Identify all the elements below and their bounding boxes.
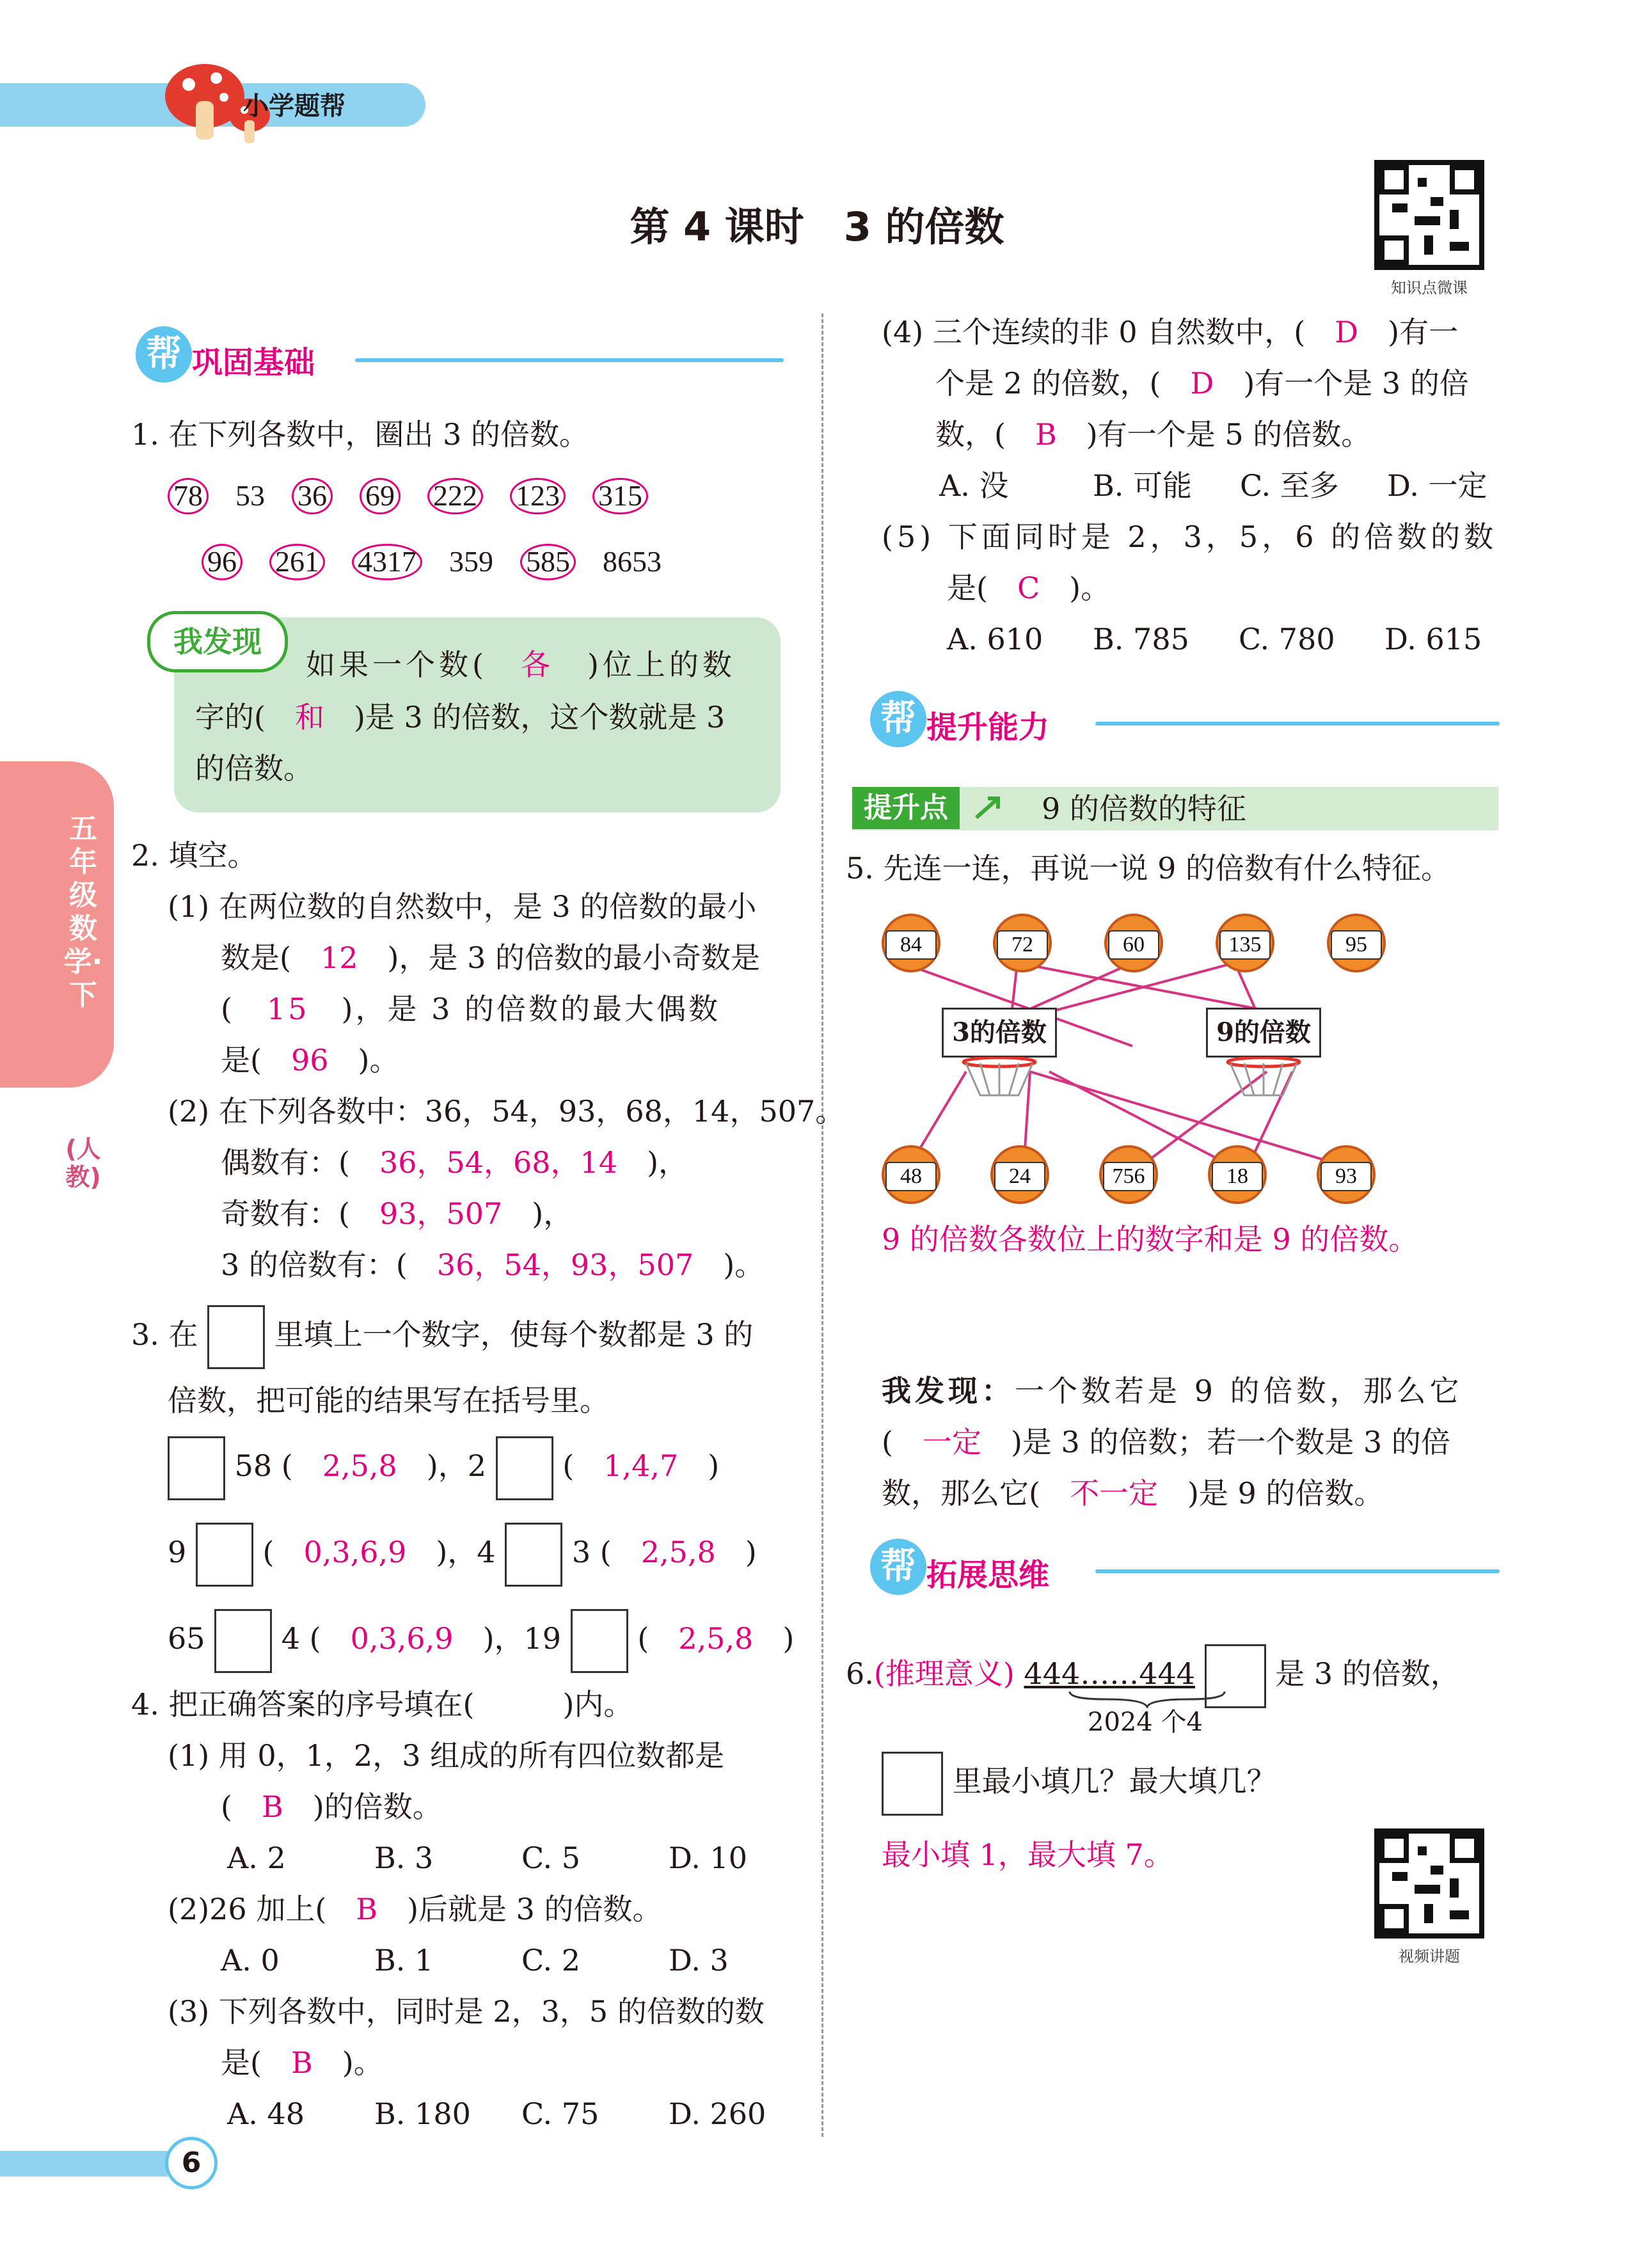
q4-p4-options: A. 没 B. 可能 C. 至多 D. 一定: [939, 468, 1487, 503]
ball-number: 72: [997, 930, 1048, 960]
q4-p1-line1: (1) 用 0，1，2，3 组成的所有四位数都是: [168, 1738, 725, 1773]
q6-under: 2024 个4: [1088, 1708, 1203, 1737]
ball-number: 93: [1321, 1162, 1372, 1191]
blank-box[interactable]: [168, 1436, 225, 1500]
ball-number: 756: [1103, 1162, 1154, 1191]
q2-multiple3: 3 的倍数有：( 36，54，93，507 )。: [221, 1248, 765, 1282]
side-tab-edition: (人教): [65, 1135, 101, 1191]
q5-find-line3: 数，那么它( 不一定 )是 9 的倍数。: [882, 1476, 1384, 1511]
q5-answer: 9 的倍数各数位上的数字和是 9 的倍数。: [882, 1222, 1418, 1257]
q3-row1: 58 ( 2,5,8 )，2 ( 1,4,7 ): [168, 1436, 719, 1500]
q6-line1: 6.(推理意义) 444……444 是 3 的倍数，: [846, 1644, 1460, 1708]
q2-even: 偶数有：( 36，54，68，14 )，: [221, 1145, 688, 1180]
q5-find-line1: 我发现：一个数若是 9 的倍数，那么它: [882, 1374, 1463, 1408]
q1-row1: [168, 470, 675, 521]
q1-number[interactable]: 123: [510, 478, 566, 514]
basketball[interactable]: [1208, 1145, 1267, 1204]
discover-label: 我发现: [147, 611, 288, 672]
q2-p1-line4: 是( 96 )。: [221, 1043, 399, 1077]
discover-line3: 的倍数。: [195, 751, 313, 786]
q2-p1-line3: ( 15 )，是 3 的倍数的最大偶数: [221, 992, 720, 1026]
blank-box[interactable]: [496, 1436, 553, 1500]
ball-number: 18: [1212, 1162, 1263, 1191]
q4-p2-options: A. 0 B. 1 C. 2 D. 3: [221, 1943, 729, 1978]
qr-code-icon[interactable]: [1374, 160, 1484, 270]
brand-name: 小学题帮: [243, 91, 345, 121]
q3-row3: 65 4 ( 0,3,6,9 )，19 ( 2,5,8 ): [168, 1609, 794, 1673]
bottom-balls: [882, 1145, 1425, 1207]
hoop-net-icon: [1225, 1057, 1302, 1100]
q1-number[interactable]: 585: [520, 544, 576, 580]
basketball[interactable]: [1099, 1145, 1158, 1204]
q1-number[interactable]: 4317: [352, 544, 422, 580]
q1-number[interactable]: 222: [427, 478, 483, 514]
q5-stem: 5. 先连一连，再说一说 9 的倍数有什么特征。: [846, 851, 1451, 885]
qr-caption-top: 知识点微课: [1391, 279, 1468, 297]
blank-box[interactable]: [505, 1523, 562, 1587]
q2-stem: 2. 填空。: [131, 838, 257, 873]
q1-number[interactable]: 359: [449, 545, 493, 578]
ball-number: 60: [1108, 930, 1159, 960]
basketball[interactable]: [1104, 914, 1163, 972]
section-badge: 帮: [136, 326, 192, 383]
column-divider: [821, 313, 823, 2137]
ball-number: 24: [994, 1162, 1045, 1191]
footer-bar: [0, 2151, 168, 2177]
q4-stem: 4. 把正确答案的序号填在( )内。: [131, 1687, 633, 1722]
basketball[interactable]: [1216, 914, 1274, 972]
q1-number[interactable]: 315: [592, 478, 648, 514]
basketball[interactable]: [882, 914, 940, 972]
basketball[interactable]: [1327, 914, 1386, 972]
basketball[interactable]: [993, 914, 1052, 972]
qr-caption-bottom: 视频讲题: [1399, 1947, 1460, 1965]
blank-box[interactable]: [207, 1305, 265, 1369]
ball-number: 84: [885, 930, 937, 960]
board-right: 9的倍数: [1206, 1008, 1321, 1058]
section-rule: [355, 358, 784, 362]
arrow-icon: [972, 792, 1011, 825]
basketball[interactable]: [882, 1145, 940, 1204]
q4-p1-line2: ( B )的倍数。: [221, 1789, 442, 1824]
q1-number[interactable]: 69: [360, 478, 401, 514]
q1-number[interactable]: 53: [235, 479, 265, 512]
q6-line2: 里最小填几？最大填几？: [882, 1752, 1276, 1816]
qr-code-icon[interactable]: [1374, 1828, 1484, 1939]
section-badge: 帮: [870, 1539, 926, 1595]
q4-p2: (2)26 加上( B )后就是 3 的倍数。: [168, 1892, 662, 1926]
q6-answer: 最小填 1，最大填 7。: [882, 1837, 1173, 1872]
discover-line2: 字的( 和 )是 3 的倍数，这个数就是 3: [195, 700, 726, 734]
ball-number: 135: [1219, 930, 1271, 960]
q2-odd: 奇数有：( 93，507 )，: [221, 1196, 573, 1231]
ball-number: 48: [885, 1162, 937, 1191]
q1-number[interactable]: 261: [269, 544, 325, 580]
q4-p4-line1: (4) 三个连续的非 0 自然数中，( D )有一: [882, 315, 1459, 349]
q2-p2-line1: (2) 在下列各数中：36，54，93，68，14，507。: [168, 1094, 845, 1129]
hoop-net-icon: [961, 1057, 1038, 1100]
q1-number[interactable]: 36: [292, 478, 333, 514]
q4-p4-line3: 数，( B )有一个是 5 的倍数。: [935, 417, 1371, 452]
top-balls: [882, 914, 1438, 975]
q1-number[interactable]: 78: [168, 478, 209, 514]
ball-number: 95: [1331, 930, 1382, 960]
q4-p3-options: A. 48 B. 180 C. 75 D. 260: [227, 2097, 766, 2131]
q1-number[interactable]: 8653: [603, 545, 662, 578]
q3-stem: 3. 在 里填上一个数字，使每个数都是 3 的: [131, 1305, 753, 1369]
blank-box[interactable]: [196, 1523, 253, 1587]
q4-p5-line1: (5) 下面同时是 2，3，5，6 的倍数的数: [882, 519, 1498, 554]
section-rule: [1095, 1569, 1500, 1573]
q3-stem2: 倍数，把可能的结果写在括号里。: [168, 1383, 609, 1418]
q2-p1-line1: (1) 在两位数的自然数中，是 3 的倍数的最小: [168, 889, 757, 924]
discover-line1: 如果一个数( 各 )位上的数: [306, 647, 736, 682]
q5-find-line2: ( 一定 )是 3 的倍数；若一个数是 3 的倍: [882, 1425, 1450, 1459]
section-rule: [1095, 722, 1500, 726]
q4-p4-line2: 个是 2 的倍数，( D )有一个是 3 的倍: [935, 366, 1469, 400]
page-number: 6: [165, 2137, 218, 2189]
q4-p3-line2: 是( B )。: [221, 2045, 383, 2080]
section-title-improve: 提升能力: [926, 710, 1050, 745]
q4-p3-line1: (3) 下列各数中，同时是 2，3，5 的倍数的数: [168, 1994, 765, 2029]
blank-box[interactable]: [214, 1609, 272, 1673]
side-tab-grade: 五年级数学·下: [63, 813, 103, 1011]
q1-row2: [202, 536, 688, 587]
section-title-consolidate: 巩固基础: [192, 345, 315, 381]
blank-box[interactable]: [571, 1609, 628, 1673]
blank-box[interactable]: [882, 1752, 943, 1816]
q2-p1-line2: 数是( 12 )，是 3 的倍数的最小奇数是: [221, 940, 760, 975]
q4-p5-line2: 是( C )。: [947, 571, 1111, 605]
q3-row2: 9 ( 0,3,6,9 )，4 3 ( 2,5,8 ): [168, 1523, 757, 1587]
tisheng-text: 9 的倍数的特征: [1042, 791, 1246, 826]
basketball[interactable]: [990, 1145, 1049, 1204]
page-title: 第 4 课时 3 的倍数: [630, 203, 1004, 250]
q1-stem: 1. 在下列各数中，圈出 3 的倍数。: [131, 417, 589, 452]
q1-number[interactable]: 96: [202, 544, 242, 580]
board-left: 3的倍数: [942, 1008, 1057, 1058]
section-badge: 帮: [870, 691, 926, 747]
q4-p1-options: A. 2 B. 3 C. 5 D. 10: [227, 1841, 748, 1875]
basketball[interactable]: [1317, 1145, 1376, 1204]
section-title-expand: 拓展思维: [926, 1557, 1050, 1593]
tisheng-label: 提升点: [852, 787, 960, 829]
q4-p5-options: A. 610 B. 785 C. 780 D. 615: [947, 622, 1482, 656]
